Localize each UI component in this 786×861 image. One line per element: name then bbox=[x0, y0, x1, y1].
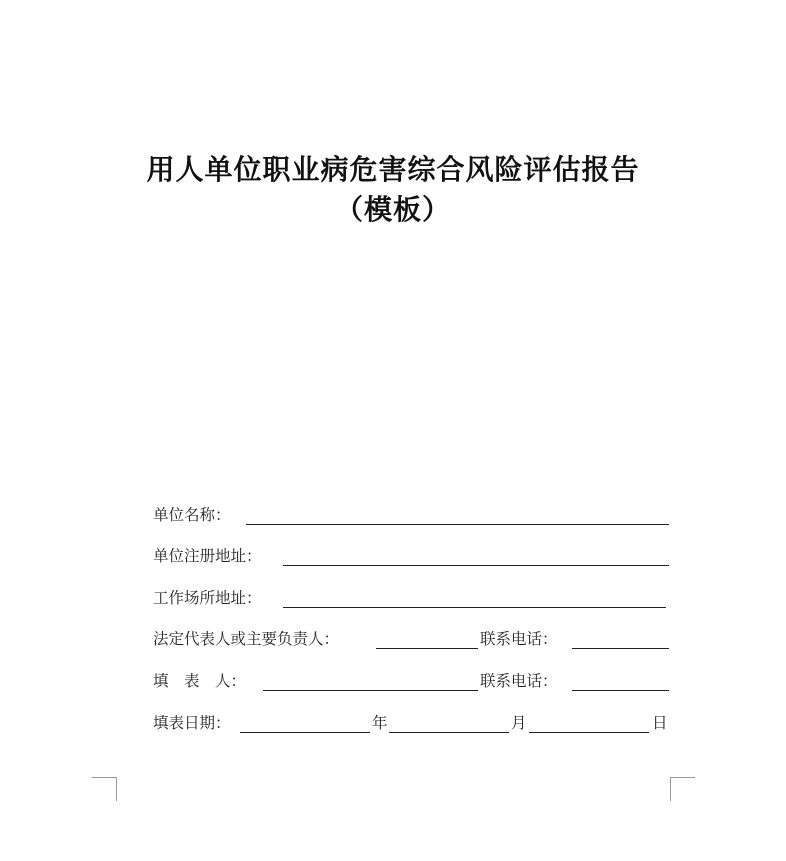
document-title: 用人单位职业病危害综合风险评估报告 bbox=[146, 153, 640, 186]
filler-row bbox=[153, 669, 673, 693]
month-label: 月 bbox=[511, 714, 527, 732]
document-subtitle: （模板） bbox=[334, 193, 451, 226]
page-corner-mark-right bbox=[670, 777, 695, 801]
reg-address-field[interactable] bbox=[283, 565, 669, 566]
contact-phone-field-1[interactable] bbox=[572, 648, 669, 649]
filler-label: 填 表 人： bbox=[153, 672, 247, 690]
day-label: 日 bbox=[652, 714, 668, 732]
reg-address-label: 单位注册地址： bbox=[153, 547, 262, 565]
legal-rep-row bbox=[153, 627, 673, 651]
fill-date-year-field[interactable] bbox=[240, 732, 370, 733]
fill-date-label: 填表日期： bbox=[153, 714, 231, 732]
reg-address-row bbox=[153, 544, 673, 568]
page-corner-mark-left bbox=[92, 777, 117, 801]
unit-name-row bbox=[153, 503, 673, 527]
legal-rep-label: 法定代表人或主要负责人： bbox=[153, 630, 340, 648]
contact-phone-label-2: 联系电话： bbox=[480, 672, 558, 690]
work-address-row bbox=[153, 586, 673, 610]
fill-date-day-field[interactable] bbox=[529, 732, 649, 733]
contact-phone-label-1: 联系电话： bbox=[480, 630, 558, 648]
fill-date-month-field[interactable] bbox=[389, 732, 509, 733]
contact-phone-field-2[interactable] bbox=[572, 690, 669, 691]
work-address-field[interactable] bbox=[283, 607, 666, 608]
year-label: 年 bbox=[372, 714, 388, 732]
unit-name-label: 单位名称： bbox=[153, 506, 231, 524]
filler-field[interactable] bbox=[263, 690, 478, 691]
fill-date-row bbox=[153, 711, 673, 735]
work-address-label: 工作场所地址： bbox=[153, 589, 262, 607]
unit-name-field[interactable] bbox=[246, 524, 669, 525]
legal-rep-field[interactable] bbox=[376, 648, 478, 649]
